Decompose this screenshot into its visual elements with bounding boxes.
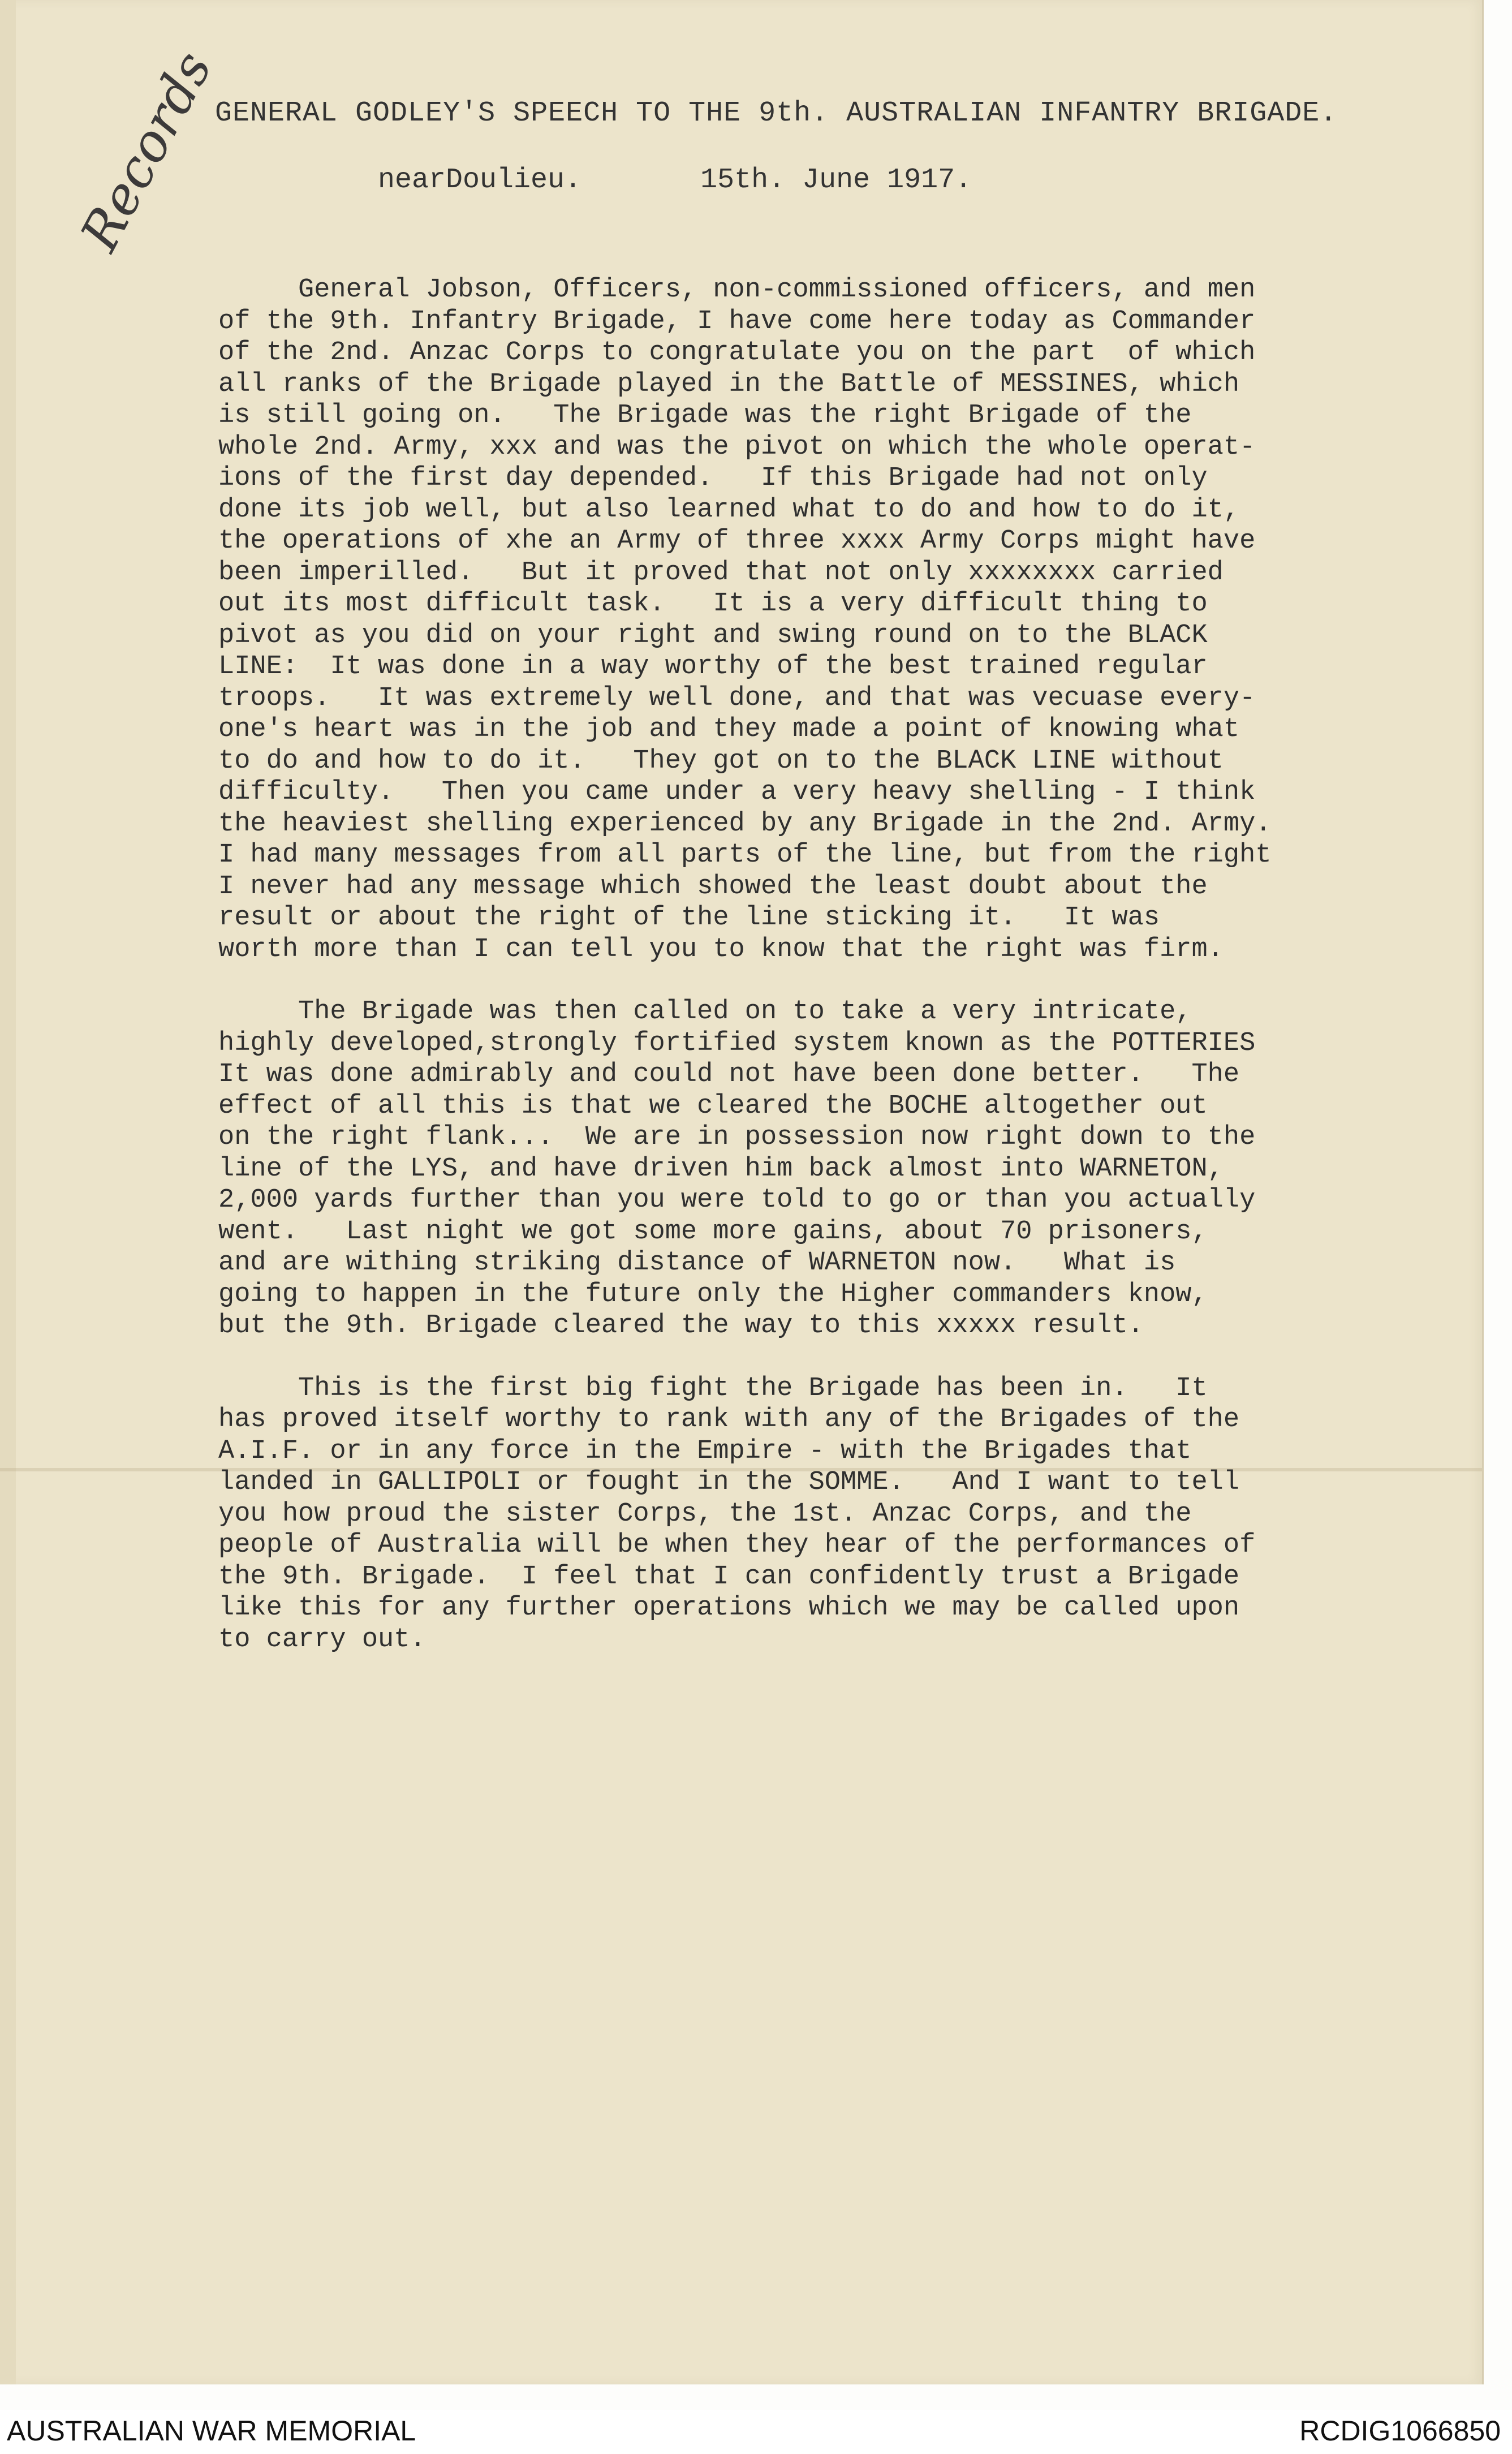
text-line: whole 2nd. Army, xxx and was the pivot on which the whole operat-: [218, 432, 1256, 462]
text-line: been imperilled. But it proved that not only xxxxxxxx carried: [218, 557, 1224, 588]
text-line: worth more than I can tell you to know that the right was firm.: [218, 934, 1224, 965]
text-line: 2,000 yards further than you were told to go or than you actually: [218, 1185, 1256, 1215]
text-line: to do and how to do it. They got on to the BLACK LINE without: [218, 746, 1224, 776]
text-line: General Jobson, Officers, non-commissioned officers, and men: [218, 275, 1256, 305]
text-line: I had many messages from all parts of the line, but from the right: [218, 840, 1272, 870]
text-line: went. Last night we got some more gains, about 70 prisoners,: [218, 1216, 1208, 1247]
text-line: landed in GALLIPOLI or fought in the SOMME. And I want to tell: [218, 1467, 1240, 1497]
speech-paragraph: [218, 274, 1446, 965]
text-line: but the 9th. Brigade cleared the way to this xxxxx result.: [218, 1311, 1144, 1341]
handwritten-annotation: Records: [69, 41, 224, 261]
text-line: done its job well, but also learned what to do and how to do it,: [218, 494, 1240, 525]
text-line: This is the first big fight the Brigade has been in. It: [218, 1373, 1208, 1403]
text-line: out its most difficult task. It is a very difficult thing to: [218, 589, 1208, 619]
archive-credit: AUSTRALIAN WAR MEMORIAL: [7, 2415, 416, 2447]
text-line: has proved itself worthy to rank with any of the Brigades of the: [218, 1405, 1240, 1435]
archive-id: RCDIG1066850: [1299, 2415, 1501, 2447]
page-edge: [0, 0, 16, 2384]
text-line: highly developed,strongly fortified system known as the POTTERIES: [218, 1028, 1256, 1058]
text-line: people of Australia will be when they hear of the performances of: [218, 1530, 1256, 1560]
text-line: A.I.F. or in any force in the Empire - with the Brigades that: [218, 1436, 1192, 1466]
text-line: and are withing striking distance of WARNETON now. What is: [218, 1248, 1176, 1278]
text-line: I never had any message which showed the least doubt about the: [218, 871, 1208, 902]
speech-date: 15th. June 1917.: [700, 164, 972, 196]
speech-location: nearDoulieu.: [378, 164, 582, 196]
text-line: one's heart was in the job and they made a point of knowing what: [218, 714, 1240, 744]
text-line: ions of the first day depended. If this Brigade had not only: [218, 463, 1208, 493]
text-line: the heaviest shelling experienced by any Brigade in the 2nd. Army.: [218, 808, 1272, 839]
text-line: effect of all this is that we cleared the BOCHE altogether out: [218, 1091, 1208, 1121]
text-line: The Brigade was then called on to take a very intricate,: [218, 997, 1192, 1027]
text-line: of the 2nd. Anzac Corps to congratulate you on the part of which: [218, 338, 1256, 368]
text-line: like this for any further operations which we may be called upon: [218, 1593, 1240, 1623]
text-line: going to happen in the future only the Higher commanders know,: [218, 1279, 1208, 1310]
speech-paragraph: [218, 1373, 1446, 1656]
text-line: result or about the right of the line sticking it. It was: [218, 903, 1160, 933]
text-line: you how proud the sister Corps, the 1st. Anzac Corps, and the: [218, 1499, 1192, 1529]
text-line: to carry out.: [218, 1624, 426, 1655]
text-line: LINE: It was done in a way worthy of the best trained regular: [218, 652, 1208, 682]
text-line: on the right flank... We are in possession now right down to the: [218, 1122, 1256, 1152]
document-subtitle: [378, 164, 972, 196]
text-line: line of the LYS, and have driven him back almost into WARNETON,: [218, 1153, 1224, 1184]
document-title: GENERAL GODLEY'S SPEECH TO THE 9th. AUSTRALIAN INFANTRY BRIGADE.: [215, 97, 1338, 130]
text-line: the operations of xhe an Army of three xxxx Army Corps might have: [218, 526, 1256, 556]
text-line: It was done admirably and could not have been done better. The: [218, 1060, 1240, 1090]
paragraph-gap: [218, 1342, 1446, 1373]
text-line: pivot as you did on your right and swing round on to the BLACK: [218, 620, 1208, 651]
text-line: troops. It was extremely well done, and that was vecuase every-: [218, 683, 1256, 713]
speech-body: [218, 274, 1446, 1655]
speech-paragraph: [218, 996, 1446, 1342]
text-line: difficulty. Then you came under a very heavy shelling - I think: [218, 777, 1256, 807]
text-line: the 9th. Brigade. I feel that I can confidently trust a Brigade: [218, 1561, 1240, 1592]
text-line: all ranks of the Brigade played in the Battle of MESSINES, which: [218, 369, 1240, 399]
text-line: is still going on. The Brigade was the right Brigade of the: [218, 401, 1192, 430]
text-line: of the 9th. Infantry Brigade, I have come here today as Commander: [218, 306, 1256, 337]
paragraph-gap: [218, 965, 1446, 996]
